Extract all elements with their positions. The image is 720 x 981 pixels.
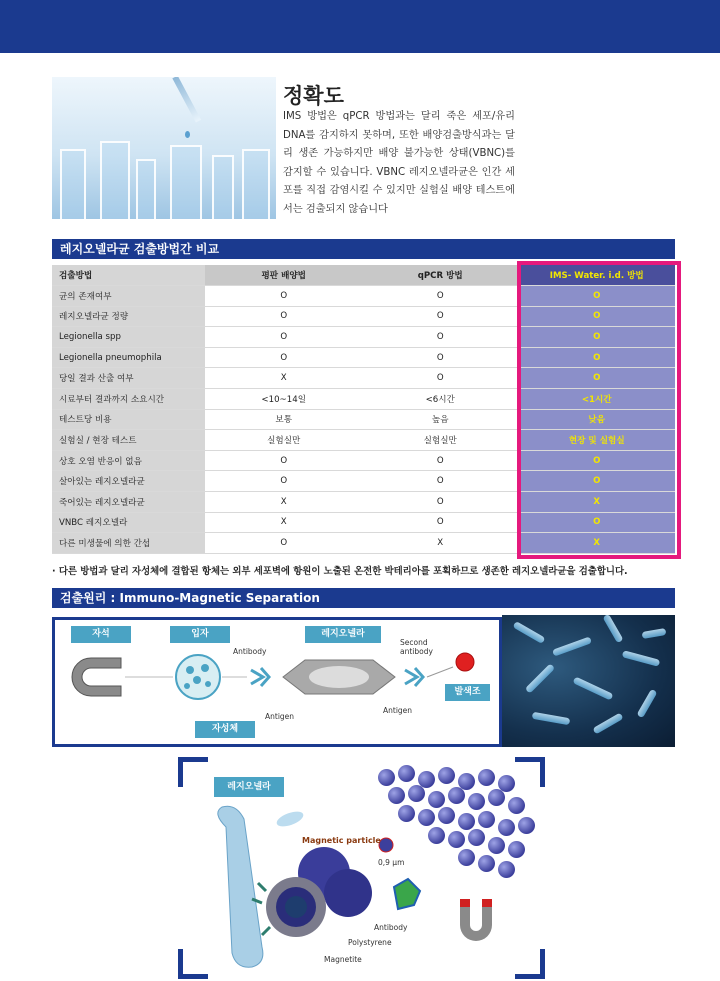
row-label: 살아있는 레지오넬라균 [52,471,205,492]
culture-cell: O [205,347,362,368]
antibody-structure-icon [394,879,420,909]
culture-cell: X [205,492,362,513]
bead-icon [398,805,415,822]
chromophore-icon [456,653,474,671]
ims-cell: O [518,327,675,348]
culture-cell: 실험실만 [205,430,362,451]
bead-icon [488,789,505,806]
principle-section-title: 검출원리 : Immuno-Magnetic Separation [52,588,675,608]
bead-icon [468,829,485,846]
qpcr-cell: O [362,512,519,533]
row-label: Legionella spp [52,327,205,348]
row-label: Legionella pneumophila [52,347,205,368]
tag-chromophore: 발색조 [445,684,490,701]
header-culture: 평판 배양법 [205,265,362,286]
culture-cell: O [205,306,362,327]
culture-cell: <10~14일 [205,389,362,410]
magnet-icon [72,658,121,696]
culture-cell: O [205,533,362,554]
ims-cell: O [518,286,675,307]
bead-icon [438,807,455,824]
second-antibody-icon [405,668,423,686]
bead-icon [418,809,435,826]
qpcr-cell: X [362,533,519,554]
row-label: 실험실 / 현장 테스트 [52,430,205,451]
ims-cell: O [518,347,675,368]
header-method: 검출방법 [52,265,205,286]
ims-cell: <1시간 [518,389,675,410]
bead-icon [458,849,475,866]
row-label: 당일 결과 산출 여부 [52,368,205,389]
footnote: · 다른 방법과 달리 자성체에 결합된 항체는 외부 세포벽에 항원이 노출된 온전한 박테리아를 포획하므로 생존한 레지오넬라균을 검출합니다. [52,566,628,577]
bead-icon [508,797,525,814]
ims-cell: O [518,471,675,492]
comparison-section-title: 레지오넬라균 검출방법간 비교 [52,239,675,259]
magnetic-particle-figure [178,757,545,979]
tag-legionella-bottom: 레지오넬라 [214,777,284,797]
tag-magnet: 자석 [71,626,131,643]
intro-title: 정확도 [283,84,344,108]
bead-icon [478,811,495,828]
bead-icon [478,855,495,872]
antibody-label-bottom: Antibody [374,923,408,932]
row-label: 테스트당 비용 [52,409,205,430]
qpcr-cell: O [362,286,519,307]
row-label: 레지오넬라균 정량 [52,306,205,327]
ims-cell: O [518,306,675,327]
antigen-label-left: Antigen [265,712,295,721]
culture-cell: X [205,512,362,533]
qpcr-cell: O [362,306,519,327]
ims-cell: O [518,450,675,471]
bead-icon [448,787,465,804]
row-label: VNBC 레지오넬라 [52,512,205,533]
qpcr-cell: <6시간 [362,389,519,410]
culture-cell: O [205,286,362,307]
row-label: 죽어있는 레지오넬라균 [52,492,205,513]
ims-cell: 낮음 [518,409,675,430]
polystyrene-label: Polystyrene [348,938,392,947]
bead-icon [398,765,415,782]
size-label: 0,9 μm [378,858,405,867]
ims-cell: O [518,368,675,389]
bead-icon [378,769,395,786]
second-antibody-label: Second antibody [400,638,433,656]
bead-icon [428,827,445,844]
qpcr-cell: 높음 [362,409,519,430]
culture-cell: 보통 [205,409,362,430]
bead-icon [478,769,495,786]
bead-icon [508,841,525,858]
tag-magnetic-body: 자성체 [195,721,255,738]
culture-cell: O [205,327,362,348]
bead-icon [518,817,535,834]
qpcr-cell: O [362,450,519,471]
bead-icon [428,791,445,808]
antigen-label-right: Antigen [383,706,413,715]
qpcr-cell: O [362,327,519,348]
top-banner [0,0,720,53]
legionella-cell-icon [218,806,263,967]
qpcr-cell: O [362,471,519,492]
bead-icon [498,819,515,836]
ims-cell: X [518,492,675,513]
row-label: 다른 미생물에 의한 간섭 [52,533,205,554]
size-marker-icon [379,838,393,852]
tag-legionella: 레지오넬라 [305,626,381,643]
ims-cell: 현장 및 실험실 [518,430,675,451]
qpcr-cell: O [362,492,519,513]
intro-text: IMS 방법은 qPCR 방법과는 달리 죽은 세포/유리 DNA를 감지하지 못하며, 또한 배양검출방식과는 달리 생존 가능하지만 배양 불가능한 상태(VBNC)를 감지할 수 있습니다. VBNC 레지오넬라균은 인간 세포를 직접 감염시킬 수 있지만 실험실 배양 테스트에서는 검출되지 않습니다 [283,111,515,215]
ims-principle-diagram [52,617,502,747]
header-qpcr: qPCR 방법 [362,265,519,286]
magnetite-label: Magnetite [324,955,362,964]
culture-cell: X [205,368,362,389]
qpcr-cell: O [362,368,519,389]
bead-icon [458,813,475,830]
row-label: 시료부터 결과까지 소요시간 [52,389,205,410]
culture-cell: O [205,450,362,471]
culture-cell: O [205,471,362,492]
bead-icon [468,793,485,810]
bead-icon [408,785,425,802]
antibody-label: Antibody [233,647,267,656]
ims-cell: O [518,512,675,533]
header-ims: IMS- Water. i.d. 방법 [518,265,675,286]
row-label: 균의 존재여부 [52,286,205,307]
bead-icon [488,837,505,854]
ims-highlight-frame [517,261,681,559]
bead-icon [438,767,455,784]
bead-icon [448,831,465,848]
qpcr-cell: 실험실만 [362,430,519,451]
bead-icon [388,787,405,804]
ims-cell: X [518,533,675,554]
row-label: 상호 오염 반응이 없음 [52,450,205,471]
tag-particle: 입자 [170,626,230,643]
lab-tubes-photo [52,77,276,219]
bead-icon [498,861,515,878]
qpcr-cell: O [362,347,519,368]
bacteria-micrograph [502,615,675,747]
antibody-icon [251,668,269,686]
magnetic-particle-label: Magnetic particle [302,836,381,845]
